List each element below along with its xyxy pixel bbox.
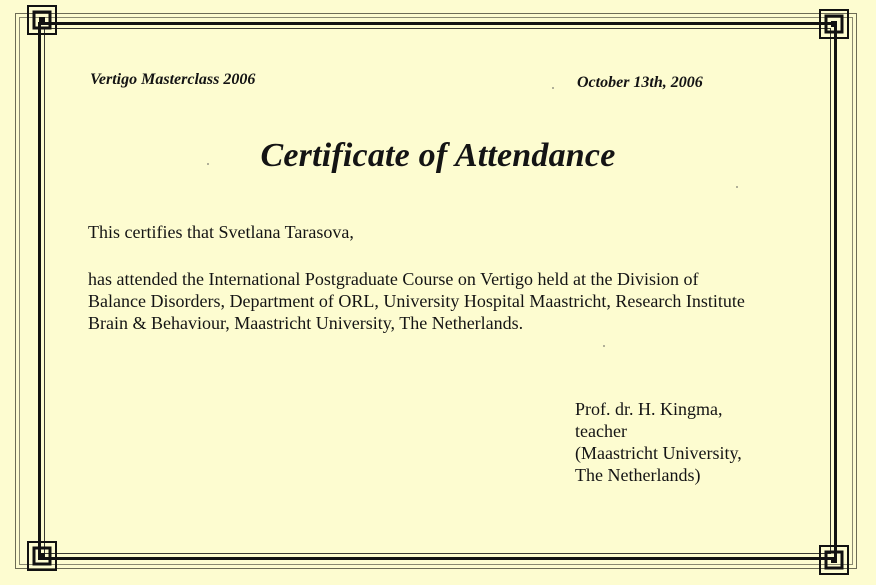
certificate-title: Certificate of Attendance [260, 137, 616, 174]
paper-speck [207, 163, 209, 165]
corner-ornament-icon [27, 541, 57, 571]
signatory-name: Prof. dr. H. Kingma, [575, 399, 723, 419]
attendance-statement [88, 268, 818, 334]
signatory-affiliation: (Maastricht University, [575, 443, 742, 463]
event-name: Vertigo Masterclass 2006 [90, 71, 256, 88]
statement-line: Balance Disorders, Department of ORL, University Hospital Maastricht, Research Institute [88, 291, 745, 311]
corner-ornament-icon [819, 545, 849, 575]
signatory-block [575, 398, 742, 486]
statement-line: has attended the International Postgraduate Course on Vertigo held at the Division of [88, 269, 699, 289]
certifies-line: This certifies that Svetlana Tarasova, [88, 222, 354, 242]
corner-ornament-icon [819, 9, 849, 39]
signatory-role: teacher [575, 421, 627, 441]
statement-line: Brain & Behaviour, Maastricht University, The Netherlands. [88, 313, 524, 333]
paper-speck [603, 345, 605, 347]
paper-speck [736, 186, 738, 188]
paper-speck [552, 87, 554, 89]
signatory-country: The Netherlands) [575, 465, 701, 485]
event-date: October 13th, 2006 [577, 74, 703, 91]
corner-ornament-icon [27, 5, 57, 35]
